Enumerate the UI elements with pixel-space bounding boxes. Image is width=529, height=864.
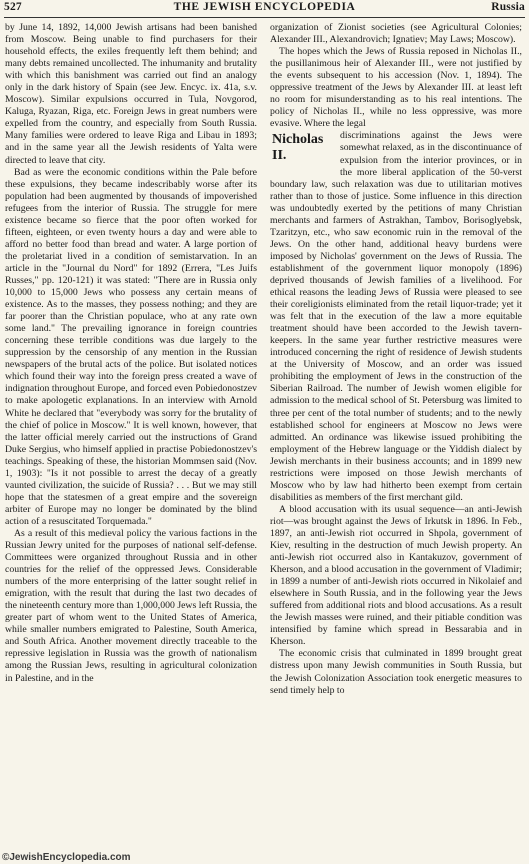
left-paragraph-2: Bad as were the economic conditions within the Pale before these expulsions, they became indescribably worse after its population had been augmented by thousands of impoverished refugees from the interior of Russia. The struggle for mere existence became so fierce that the poor often worked for fifteen, eighteen, or even twenty hours a day and were able to afford no better food than bread and water. A large portion of the proletariat lived in a condition of semistarvation. In an article in the "Journal du Nord" for 1892 (Errera, "Les Juifs Russes," pp. 120-121) it was stated: "There are in Russia only 10,000 to 15,000 Jews who possess any certain means of existence. As to the masses, they possess nothing; and they are far poorer than the Christian populace, who at any rate own some land." The prevailing ignorance in foreign countries concerning these terrible conditions was due largely to the suppression by the censorship of any mention in the Russian newspapers of the brutal acts of the police. But isolated notices which found their way into the foreign press created a wave of indignation throughout Europe, and forced even Pobiedonostzev to make apologetic explanations. In an interview with Arnold White he declared that "everybody was sorry for the brutality of the chief of police in Moscow." It is well known, however, that the latter official merely carried out the instructions of Grand Duke Sergius, who himself applied in practise Pobiedonostzev's teachings. Speaking of these, the historian Mommsen said (Nov. 1, 1903): "Is it not possible to arrest the decay of a greatly vaunted civilization, the suicide of Russia? . . . But we may still hope that the statesmen of a great empire and the sovereign arbiter of Europe may no longer be dominated by the blind action of a resuscitated Torquemada." [5, 166, 257, 527]
sidenote-heading: Nicholas II. [272, 132, 324, 164]
watermark: ©JewishEncyclopedia.com [2, 852, 131, 863]
right-paragraph-3: A blood accusation with its usual sequence—an anti-Jewish riot—was brought against the Jews of Irkutsk in 1896. In Feb., 1897, an anti-Jewish riot occurred in Shpola, government of Kiev, resulting in the destruction of much Jewish property. An anti-Jewish riot occurred also in Kantakuzov, government of Kherson, and a blood accusation in the government of Vladimir; in 1899 a number of anti-Jewish riots occurred in Nikolaief and elsewhere in South Russia, and in the following year the Jews suffered from additional riots and blood accusations. As a result the Jewish masses were ruined, and their pitiable condition was intensified by famine which spread in Bessarabia and in Kherson. [270, 503, 522, 648]
right-paragraph-1: organization of Zionist societies (see Agricultural Colonies; Alexander III., Alexandrovich; Ignatiev; May Laws; Moscow). [270, 22, 522, 46]
right-paragraph-2a: The hopes which the Jews of Russia reposed in Nicholas II., the pusillanimous heir of Alexander III., were not justified by the events subsequent to his accession (Nov. 1, 1894). The oppressive treatment of the Jews by Alexander III. at least left no room for misunderstanding as to his real intentions. The policy of Nicholas II., while no less oppressive, was more evasive. Where the legal [270, 46, 522, 130]
header-rule [4, 17, 525, 18]
left-paragraph-3: As a result of this medieval policy the various factions in the Russian Jewry united for the purposes of national self-defense. Committees were organized throughout Russia and in other countries for the relief of the oppressed Jews. Considerable numbers of the more enterprising of the latter sought relief in emigration, with the result that during the last two decades of the nineteenth century more than 1,000,000 Jews left Russia, the greater part of whom went to the United States of America, while smaller numbers emigrated to Palestine, South America, and South Africa. Another movement directly traceable to the repressive legislation in Russia was the growth of nationalism among the Russian Jews, resulting in agricultural colonization in Palestine, and in the [5, 527, 257, 684]
page-number: 527 [4, 1, 22, 13]
right-paragraph-2b: discriminations against the Jews were somewhat relaxed, as in the discontinuance of expulsion from the interior provinces, or in the more liberal application of the 50-verst boundary law, such relaxation was due to utilitarian motives rather than to those of justice. Some influence in this direction was undoubtedly exerted by the petitions of many Christian merchants and farmers of Astrakhan, Tambov, Borisoglyebsk, Tzaritzyn, etc., who saw economic ruin in the removal of the Jews. On the other hand, additional heavy burdens were imposed by Nicholas' government on the Jews of Russia. The establishment of the government liquor monopoly (1896) deprived thousands of Jewish families of a livelihood. For ethical reasons the leading Jews of Russia were pleased to see their coreligionists eliminated from the retail liquor-trade; yet it was felt that in the execution of the law a more equitable treatment should have been accorded to the Jewish tavern-keepers. In the same year further restrictive measures were introduced concerning the right of residence of Jewish students at the University of Moscow, and an order was issued prohibiting the employment of Jews in the construction of the Siberian Railroad. The number of Jewish women eligible for admission to the medical school of St. Petersburg was limited to three per cent of the total number of students; and to the newly established school for engineers at Moscow no Jews were admitted. An ordinance was likewise issued prohibiting the employment of the Hebrew language or the Yiddish dialect by Jewish merchants in their business accounts; and in 1899 new restrictions were imposed on those Jewish merchants of Moscow who by law had hitherto been exempt from certain disabilities as members of the first merchant gild. [270, 130, 522, 503]
right-paragraph-2b-wrap [270, 130, 522, 503]
running-header [4, 1, 525, 15]
right-column [270, 22, 522, 848]
right-paragraph-4: The economic crisis that culminated in 1899 brought great distress upon many Jewish communities in South Russia, but the Jewish Colonization Association took energetic measures to send timely help to [270, 648, 522, 696]
encyclopedia-title: THE JEWISH ENCYCLOPEDIA [173, 1, 356, 13]
header-keyword: Russia [491, 1, 525, 13]
left-paragraph-1: by June 14, 1892, 14,000 Jewish artisans had been banished from Moscow. Being unable to find purchasers for their household effects, the exiles frequently left them behind; and many debts remained uncollected. The inhumanity and brutality with which this banishment was carried out find an analogy only in the dark history of Spain (see Jew. Encyc. ix. 41a, s.v. Moscow). Similar expulsions occurred in Tula, Novgorod, Kaluga, Ryazan, Riga, etc. Foreign Jews in great numbers were expelled from the country, and especially from South Russia. Many families were ordered to leave Riga and Libau in 1893; and in the same year all the Jewish residents of Yalta were directed to leave that city. [5, 22, 257, 166]
left-column [5, 22, 257, 848]
